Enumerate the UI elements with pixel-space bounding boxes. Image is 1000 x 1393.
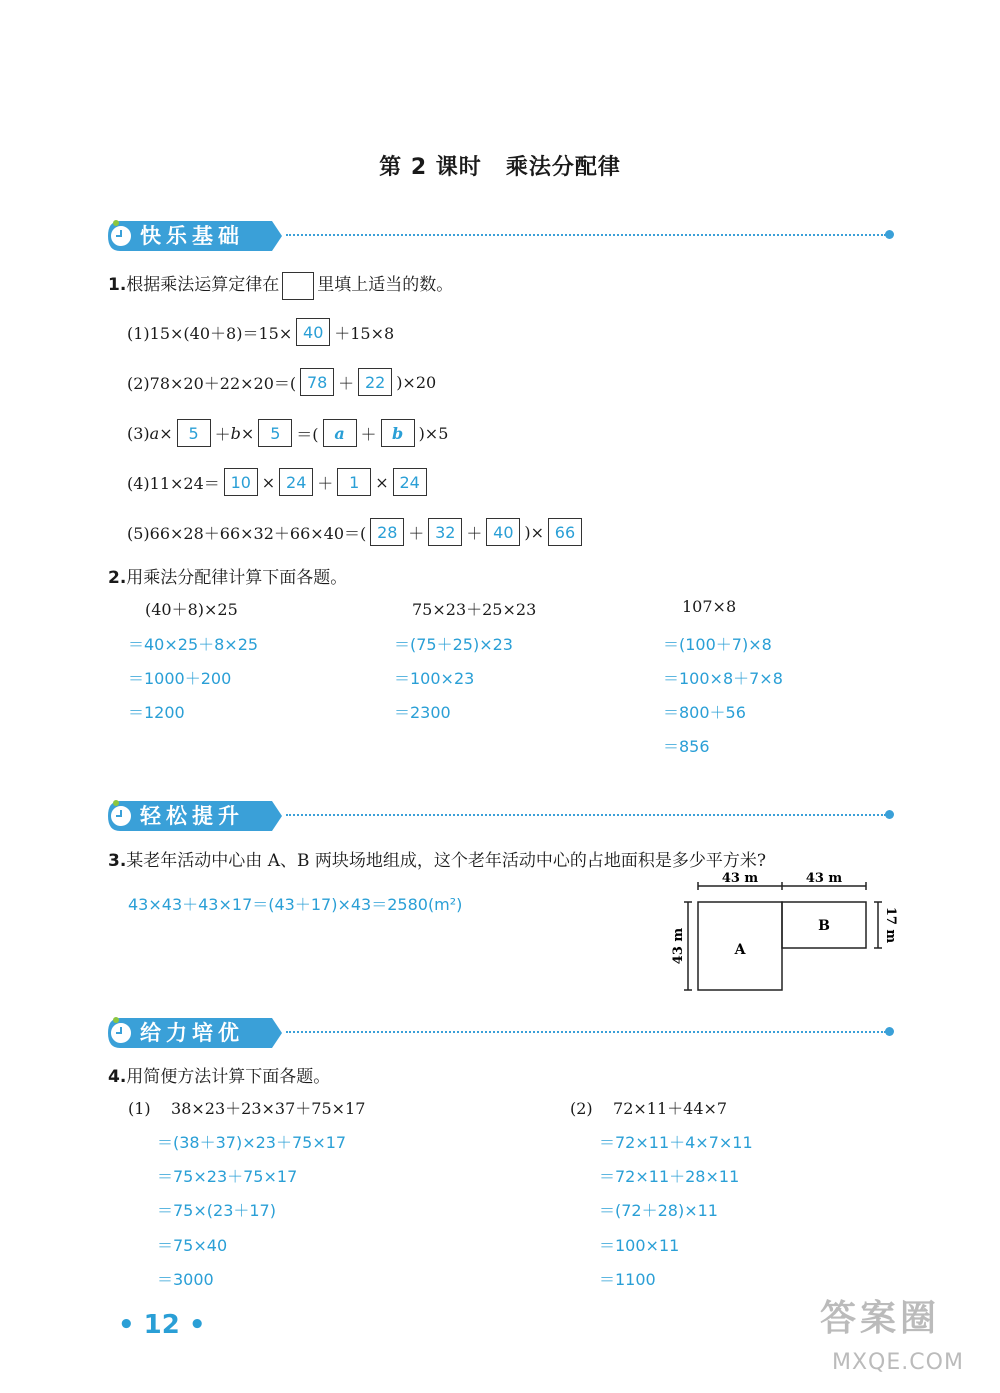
q4-c2-step: ＝100×11 <box>599 1236 680 1255</box>
q2-c3-step: ＝(100＋7)×8 <box>663 635 772 654</box>
q1-p3-text: ＋ <box>214 424 231 444</box>
q2-c1-step: ＝40×25＋8×25 <box>128 635 259 654</box>
q1-number: 1. <box>108 275 127 295</box>
q3-text: 某老年活动中心由 A、B 两块场地组成，这个老年活动中心的占地面积是多少平方米? <box>126 851 766 871</box>
q4-c2-expression: 72×11＋44×7 <box>613 1099 728 1118</box>
divider-end-dot <box>885 810 894 819</box>
q2-c2-problem: 75×23＋25×23 <box>412 600 537 619</box>
answer-box: 22 <box>358 368 392 396</box>
dotted-divider <box>286 814 886 816</box>
watermark-logo: 答案圈 <box>820 1298 941 1339</box>
lesson-topic: 乘法分配律 <box>505 155 621 180</box>
section-title: 快乐基础 <box>140 224 244 248</box>
q1-p5-text: ＋ <box>466 523 483 543</box>
q4-c2-step: ＝72×11＋28×11 <box>599 1167 740 1186</box>
q1-p3-text: )×5 <box>418 423 449 443</box>
q1-p4-text: ＋ <box>317 473 334 493</box>
page-title <box>0 150 1000 181</box>
section-header-advanced <box>106 1010 896 1050</box>
answer-var: a <box>334 423 345 443</box>
answer-var: b <box>391 423 404 443</box>
q2-c3-step: ＝100×8＋7×8 <box>663 669 783 688</box>
q4-c1-step: ＝(38＋37)×23＋75×17 <box>157 1133 347 1152</box>
divider-end-dot <box>885 230 894 239</box>
section-header-improve <box>106 793 896 833</box>
q2-prompt <box>108 563 347 588</box>
q1-p4-text: (4)11×24＝ <box>127 473 220 493</box>
answer-box: 10 <box>224 468 258 496</box>
q1-p2-text: )×20 <box>396 372 437 392</box>
q1-prompt <box>108 270 453 300</box>
q2-c3-problem: 107×8 <box>682 597 737 616</box>
section-title: 给力培优 <box>140 1021 244 1045</box>
page-number: • 12 • <box>118 1310 206 1340</box>
dotted-divider <box>286 1031 886 1033</box>
q2-c2-step: ＝100×23 <box>394 669 475 688</box>
q1-text-before: 根据乘法运算定律在 <box>126 275 280 295</box>
q3-answer: 43×43＋43×17＝(43＋17)×43＝2580(m²) <box>128 895 463 914</box>
q2-c2-step: ＝2300 <box>394 703 451 722</box>
q4-c2-step: ＝(72＋28)×11 <box>599 1201 718 1220</box>
q1-p4-text: × <box>261 472 276 492</box>
dim-label-right: 17 m <box>883 906 898 944</box>
q1-part1 <box>127 318 394 346</box>
q2-c2-step: ＝(75＋25)×23 <box>394 635 513 654</box>
q4-c1-expression: 38×23＋23×37＋75×17 <box>171 1099 366 1118</box>
label-a: A <box>734 942 746 958</box>
answer-box <box>381 419 415 447</box>
answer-box: 24 <box>279 468 313 496</box>
q1-text-after: 里填上适当的数。 <box>317 275 454 295</box>
q4-c2-step: ＝72×11＋4×7×11 <box>599 1133 753 1152</box>
answer-box <box>323 419 357 447</box>
label-b: B <box>818 918 830 934</box>
divider-end-dot <box>885 1027 894 1036</box>
q4-c1-step: ＝3000 <box>157 1270 214 1289</box>
q1-p3-text: ＋ <box>360 424 377 444</box>
q1-p5-text: ＋ <box>408 523 425 543</box>
answer-box: 5 <box>258 419 292 447</box>
area-figure <box>660 872 905 997</box>
q2-text: 用乘法分配律计算下面各题。 <box>126 568 348 588</box>
dotted-divider <box>286 234 886 236</box>
answer-box: 40 <box>296 318 330 346</box>
example-empty-box <box>282 272 314 300</box>
answer-box: 5 <box>177 419 211 447</box>
section-badge <box>106 799 280 829</box>
q4-c1-problem <box>128 1096 365 1119</box>
q4-c1-step: ＝75×40 <box>157 1236 228 1255</box>
q1-p3-text: (3) <box>127 423 150 443</box>
q4-number: 4. <box>108 1067 127 1087</box>
answer-box: 28 <box>370 518 404 546</box>
q1-p3-var: b <box>230 423 241 443</box>
dim-label-top-a: 43 m <box>721 872 759 886</box>
lesson-label: 第 2 课时 <box>379 155 482 180</box>
q1-p3-var: a <box>149 423 160 443</box>
q4-c2-index: (2) <box>570 1099 593 1118</box>
q4-text: 用简便方法计算下面各题。 <box>126 1067 331 1087</box>
section-title: 轻松提升 <box>140 804 244 828</box>
answer-box: 32 <box>428 518 462 546</box>
q1-p2-text: ＋ <box>338 373 355 393</box>
q1-p3-text: × <box>159 423 173 443</box>
q1-part2 <box>127 368 436 396</box>
q1-part3 <box>127 419 448 447</box>
q1-p5-text: (5)66×28＋66×32＋66×40＝( <box>127 523 367 543</box>
q1-part4 <box>127 468 431 496</box>
q2-c3-step: ＝856 <box>663 737 710 756</box>
q4-c1-step: ＝75×23＋75×17 <box>157 1167 298 1186</box>
answer-box: 78 <box>300 368 334 396</box>
q2-c1-problem: (40＋8)×25 <box>145 600 238 619</box>
section-badge <box>106 219 280 249</box>
q4-c1-index: (1) <box>128 1099 151 1118</box>
q3-prompt <box>108 846 766 871</box>
section-header-basic <box>106 213 896 253</box>
q1-part5 <box>127 518 586 546</box>
q1-p3-text: × <box>240 423 255 443</box>
section-badge <box>106 1016 280 1046</box>
answer-box: 1 <box>337 468 371 496</box>
answer-box: 40 <box>486 518 520 546</box>
q4-c2-problem <box>570 1096 727 1119</box>
answer-box: 66 <box>548 518 582 546</box>
q1-p1-text: ＋15×8 <box>334 323 395 343</box>
q1-p4-text: × <box>375 472 389 492</box>
dim-label-top-b: 43 m <box>805 872 843 886</box>
q1-p1-text: (1)15×(40＋8)＝15× <box>127 323 293 343</box>
q4-prompt <box>108 1062 330 1087</box>
dim-label-left: 43 m <box>671 927 686 965</box>
q1-p3-text: ＝( <box>296 424 319 444</box>
q1-p2-text: (2)78×20＋22×20＝( <box>127 373 297 393</box>
answer-box: 24 <box>393 468 427 496</box>
q4-c1-step: ＝75×(23＋17) <box>157 1201 276 1220</box>
q3-number: 3. <box>108 851 127 871</box>
q2-c1-step: ＝1000＋200 <box>128 669 232 688</box>
watermark-url: MXQE.COM <box>832 1350 964 1375</box>
q2-number: 2. <box>108 568 127 588</box>
q4-c2-step: ＝1100 <box>599 1270 656 1289</box>
q2-c3-step: ＝800＋56 <box>663 703 746 722</box>
q2-c1-step: ＝1200 <box>128 703 185 722</box>
q1-p5-text: )× <box>524 522 544 542</box>
